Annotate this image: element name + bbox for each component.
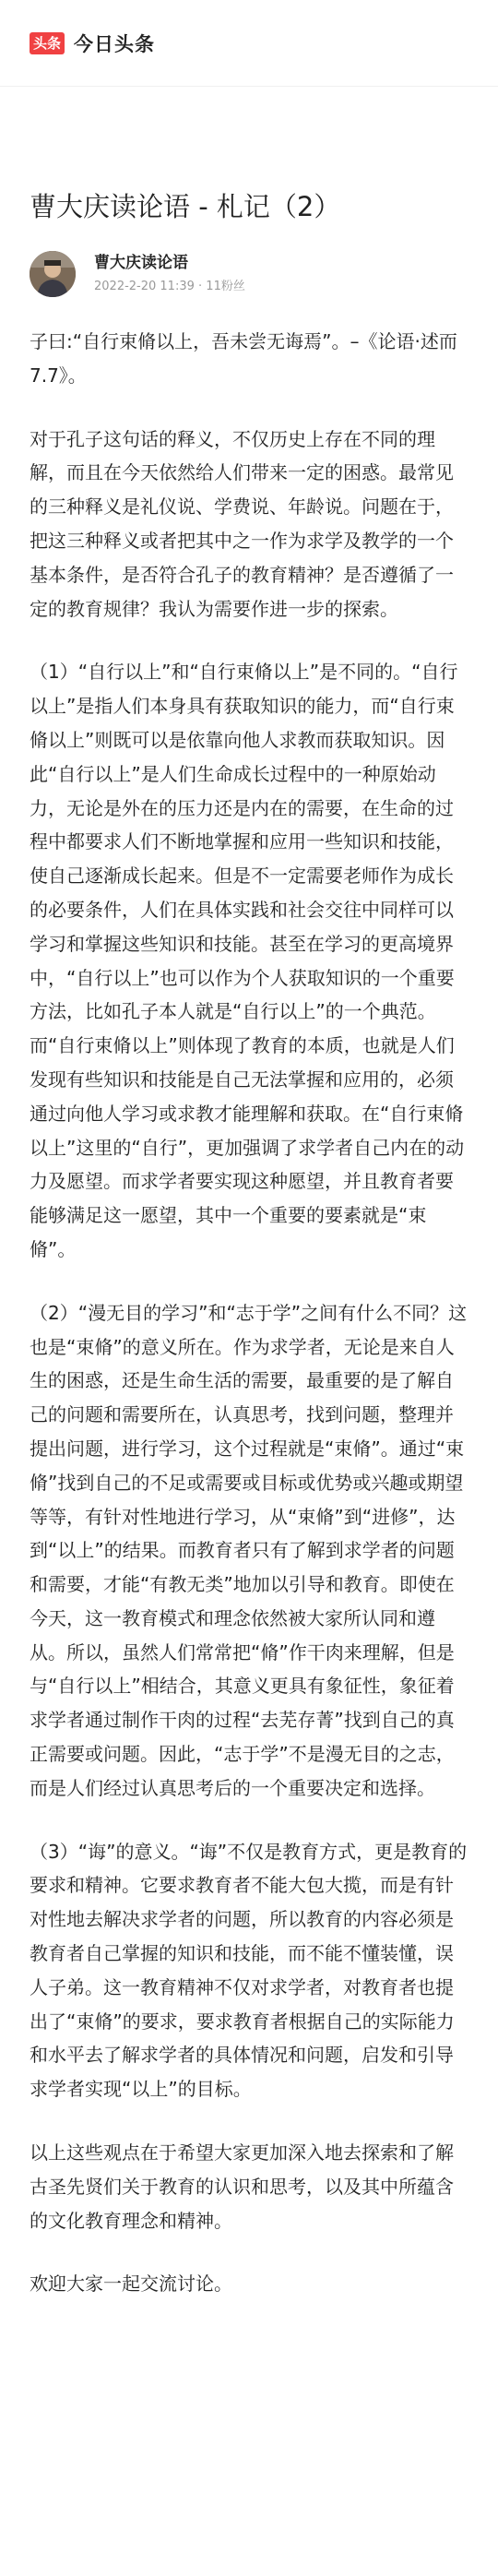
article-body [30, 325, 468, 2301]
follower-count: 11粉丝 [206, 280, 245, 293]
app-header [0, 0, 498, 87]
paragraph-point-1: （1）“自行以上”和“自行束脩以上”是不同的。“自行以上”是指人们本身具有获取知识的能力，而“自行束脩以上”则既可以是依靠向他人求教而获取知识。因此“自行以上”是人们生命成长过程中的一种原始动力，无论是外在的压力还是内在的需要，在生命的过程中都要求人们不断地掌握和应用一些知识和技能，使自己逐渐成长起来。但是不一定需要老师作为成长的必要条件，人们在具体实践和社会交往中同样可以学习和掌握这些知识和技能。甚至在学习的更高境界中，“自行以上”也可以作为个人获取知识的一个重要方法，比如孔子本人就是“自行以上”的一个典范。而“自行束脩以上”则体现了教育的本质，也就是人们发现有些知识和技能是自己无法掌握和应用的，必须通过向他人学习或求教才能理解和获取。在“自行束脩以上”这里的“自行”，更加强调了求学者自己内在的动力及愿望。而求学者要实现这种愿望，并且教育者要能够满足这一愿望，其中一个重要的要素就是“束脩”。 [30, 661, 465, 1260]
toutiao-logo-badge[interactable]: 头条 [30, 32, 65, 54]
article-title: 曹大庆读论语 - 札记（2） [30, 191, 341, 222]
paragraph-intro: 对于孔子这句话的释义，不仅历史上存在不同的理解，而且在今天依然给人们带来一定的困惑。最常见的三种释义是礼仪说、学费说、年龄说。问题在于，把这三种释义或者把其中之一作为求学及教学的一个基本条件，是否符合孔子的教育精神？是否遵循了一定的教育规律？我认为需要作进一步的探索。 [30, 427, 454, 620]
author-sub [94, 278, 245, 296]
paragraph-quote: 子曰:“自行束脩以上，吾未尝无诲焉”。–《论语·述而7.7》。 [30, 330, 457, 387]
author-name[interactable]: 曹大庆读论语 [94, 254, 188, 272]
paragraph-point-3: （3）“诲”的意义。“诲”不仅是教育方式，更是教育的要求和精神。它要求教育者不能大包大揽，而是有针对性地去解决求学者的问题，所以教育的内容必须是教育者自己掌握的知识和技能，而不能不懂装懂，误人子弟。这一教育精神不仅对求学者，对教育者也提出了“束脩”的要求，要求教育者根据自己的实际能力和水平去了解求学者的具体情况和问题，启发和引导求学者实现“以上”的目标。 [30, 1840, 468, 2101]
paragraph-conclusion: 以上这些观点在于希望大家更加深入地去探索和了解古圣先贤们关于教育的认识和思考，以及其中所蕴含的文化教育理念和精神。 [30, 2141, 454, 2232]
author-avatar[interactable] [30, 251, 76, 297]
meta-separator: · [198, 280, 203, 293]
avatar-portrait-icon [30, 251, 76, 297]
paragraph-point-2: （2）“漫无目的学习”和“志于学”之间有什么不同？这也是“束脩”的意义所在。作为求学者，无论是来自人生的困惑，还是生命生活的需要，最重要的是了解自己的问题和需要所在，认真思考，找到问题，整理并提出问题，进行学习，这个过程就是“束脩”。通过“束脩”找到自己的不足或需要或目标或优势或兴趣或期望等等，有针对性地进行学习，从“束脩”到“进修”，达到“以上”的结果。而教育者只有了解到求学者的问题和需要，才能“有教无类”地加以引导和教育。即使在今天，这一教育模式和理念依然被大家所认同和遵从。所以，虽然人们常常把“脩”作干肉来理解，但是与“自行以上”相结合，其意义更具有象征性，象征着求学者通过制作干肉的过程“去芜存菁”找到自己的真正需要或问题。因此，“志于学”不是漫无目的之志，而是人们经过认真思考后的一个重要决定和选择。 [30, 1301, 468, 1799]
paragraph-closing: 欢迎大家一起交流讨论。 [30, 2272, 232, 2296]
brand-name[interactable]: 今日头条 [74, 32, 156, 55]
publish-date: 2022-2-20 11:39 [94, 280, 195, 293]
article [0, 87, 498, 2301]
author-row [30, 251, 468, 297]
author-meta [94, 252, 245, 296]
